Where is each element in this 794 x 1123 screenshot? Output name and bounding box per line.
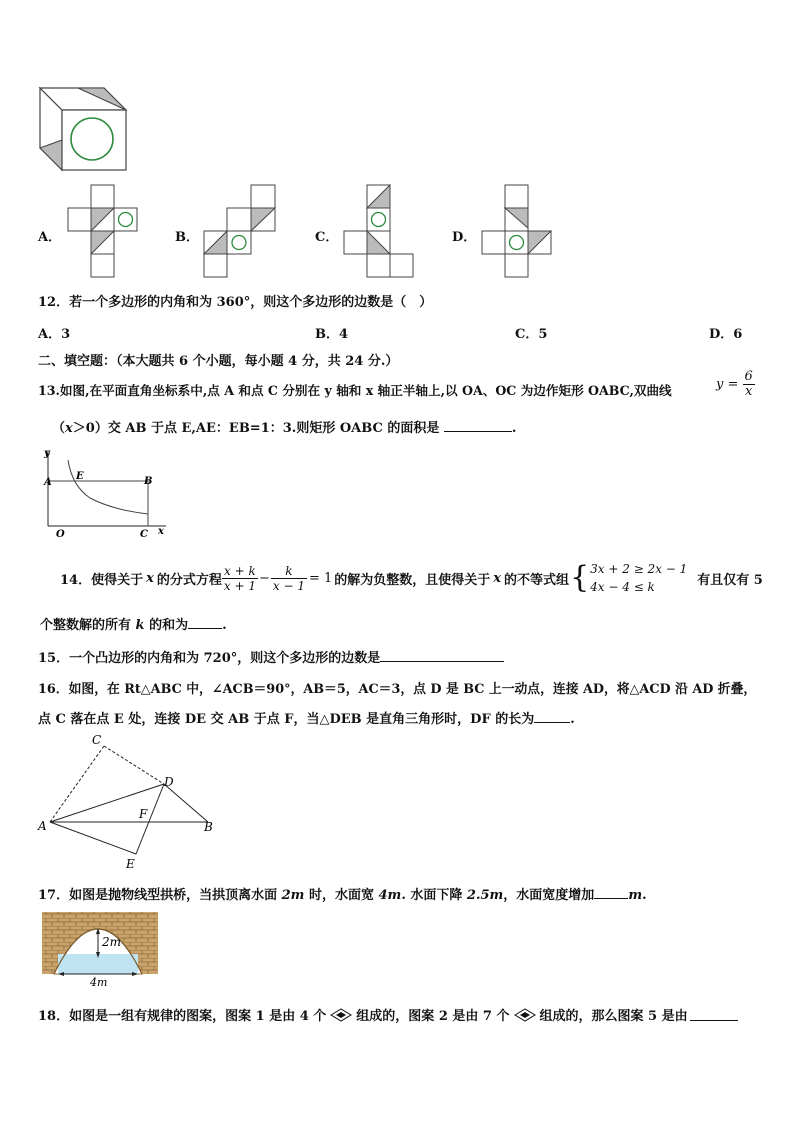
q16-line1: 16．如图，在 Rt△ABC 中，∠ACB＝90°，AB＝5，AC＝3，点 D 是 BC 上一动点，连接 AD，将△ACD 沿 AD 折叠， bbox=[38, 682, 757, 697]
section-title: 二、填空题：（本大题共 6 个小题，每小题 4 分，共 24 分.） bbox=[38, 354, 399, 369]
q14-post: 的解为负整数，且使得关于 bbox=[334, 572, 491, 588]
q17-mid3: ，水面宽度增加 bbox=[503, 888, 595, 903]
net-option-a bbox=[66, 184, 140, 280]
q14-frac1-num: x + k bbox=[222, 564, 258, 579]
net-option-c bbox=[342, 184, 418, 280]
q17-v3: 2.5m bbox=[466, 888, 504, 903]
q11-option-b-label: B． bbox=[175, 230, 199, 245]
q18-mid1: 组成的，图案 2 是由 7 个 bbox=[356, 1009, 510, 1024]
q17-mid2: . 水面下降 bbox=[401, 888, 463, 903]
q14-post2: 的不等式组 bbox=[504, 572, 570, 588]
q11-option-d-label: D． bbox=[452, 230, 477, 245]
q13-y-eq: y = bbox=[716, 377, 739, 392]
q14-frac2-num: k bbox=[271, 564, 307, 579]
q14-answer-blank[interactable] bbox=[188, 616, 222, 629]
q13-line1 bbox=[38, 380, 672, 399]
q14-eq: = 1 bbox=[308, 570, 333, 586]
q14-frac2-den: x − 1 bbox=[272, 578, 305, 593]
q16-fig-e: E bbox=[126, 857, 135, 871]
q16-line2 bbox=[38, 708, 575, 727]
q14-frac1-den: x + 1 bbox=[223, 578, 256, 593]
q13-fig-c: C bbox=[140, 529, 148, 540]
q13-text2: ＞0）交 AB 于点 E,AE：EB=1：3.则矩形 OABC 的面积是 bbox=[72, 421, 440, 436]
q13-fig-a: A bbox=[44, 477, 52, 488]
q14-mid: 的分式方程 bbox=[156, 572, 222, 588]
q17-pre: 17．如图是抛物线型拱桥，当拱顶离水面 bbox=[38, 888, 278, 903]
q15-answer-blank[interactable] bbox=[380, 649, 504, 662]
q17-fig-height: 2m bbox=[102, 935, 122, 949]
q14-ineq1: 3x + 2 ≥ 2x − 1 bbox=[590, 562, 688, 576]
q14-system bbox=[590, 560, 687, 596]
q13-fig-e: E bbox=[76, 471, 84, 482]
q17-answer-blank[interactable] bbox=[594, 886, 628, 899]
q18-pre: 18．如图是一组有规律的图案，图案 1 是由 4 个 bbox=[38, 1009, 327, 1024]
q13-paren: （ bbox=[52, 421, 66, 436]
q13-fig-x: x bbox=[158, 526, 164, 537]
q17-fig-width: 4m bbox=[90, 976, 108, 988]
q14-frac2 bbox=[271, 564, 307, 593]
q18-answer-blank[interactable] bbox=[690, 1008, 738, 1021]
q14-line2 bbox=[40, 614, 227, 633]
q11-option-a-label: A． bbox=[38, 230, 62, 245]
net-option-d bbox=[480, 184, 556, 280]
q16-end: . bbox=[570, 712, 575, 727]
q17-end: . bbox=[642, 888, 647, 903]
q16-answer-blank[interactable] bbox=[534, 710, 570, 723]
q14-x: x bbox=[146, 570, 154, 586]
q16-fig-f: F bbox=[139, 807, 148, 821]
q14-frac1 bbox=[222, 564, 258, 593]
q14-ineq2: 4x − 4 ≤ k bbox=[590, 580, 655, 594]
q16-figure bbox=[36, 732, 216, 872]
q12-option-d: D．6 bbox=[709, 327, 743, 342]
q14-end: . bbox=[222, 618, 227, 633]
q16-text2: 点 C 落在点 E 处，连接 DE 交 AB 于点 F，当△DEB 是直角三角形时，DF 的长为 bbox=[38, 712, 535, 727]
q17-v1: 2m bbox=[281, 888, 305, 903]
q18-line bbox=[38, 1005, 738, 1024]
q15-line bbox=[38, 647, 504, 666]
q13-end: . bbox=[511, 421, 517, 436]
q13-line2 bbox=[52, 417, 516, 436]
q13-x: x bbox=[65, 421, 73, 436]
q14-minus: − bbox=[258, 570, 270, 586]
net-option-b bbox=[202, 184, 280, 280]
q16-fig-b: B bbox=[204, 820, 213, 834]
q13-hyperbola bbox=[716, 370, 755, 399]
q12-option-b: B．4 bbox=[315, 327, 349, 342]
diamond-tile-icon-2 bbox=[514, 1008, 536, 1022]
q13-fig-b: B bbox=[144, 476, 153, 487]
q13-frac-num: 6 bbox=[744, 369, 753, 384]
q13-answer-blank[interactable] bbox=[444, 419, 512, 432]
q14-x2: x bbox=[493, 570, 502, 586]
q14-pre: 14．使得关于 bbox=[60, 572, 144, 588]
q16-fig-d: D bbox=[164, 775, 174, 789]
q12-option-a: A．3 bbox=[38, 327, 71, 342]
q14-line1 bbox=[60, 560, 763, 596]
q14-line2-pre: 个整数解的所有 bbox=[40, 618, 132, 633]
q17-v2: 4m bbox=[378, 888, 402, 903]
q17-arch-bridge-figure bbox=[40, 910, 160, 988]
q14-brace: { bbox=[570, 560, 590, 595]
q11-option-c-label: C． bbox=[315, 230, 339, 245]
q13-text: 13.如图,在平面直角坐标系中,点 A 和点 C 分别在 y 轴和 x 轴正半轴上,以 OA、OC 为边作矩形 OABC,双曲线 bbox=[38, 383, 672, 398]
q16-fig-c: C bbox=[92, 733, 102, 747]
q17-mid1: 时，水面宽 bbox=[308, 888, 374, 903]
q12-option-c: C．5 bbox=[515, 327, 548, 342]
diamond-tile-icon bbox=[330, 1008, 352, 1022]
q13-fig-o: O bbox=[56, 529, 65, 540]
cube-figure bbox=[38, 84, 130, 174]
q16-fig-a: A bbox=[38, 819, 47, 833]
q17-unit: m bbox=[628, 888, 643, 903]
q14-tail: 有且仅有 5 bbox=[697, 572, 763, 588]
q17-line bbox=[38, 884, 647, 903]
q14-line2-post: 的和为 bbox=[149, 618, 189, 633]
q12-stem: 12．若一个多边形的内角和为 360°，则这个多边形的边数是（ ） bbox=[38, 295, 433, 310]
q13-figure bbox=[38, 446, 170, 542]
q15-text: 15．一个凸边形的内角和为 720°，则这个多边形的边数是 bbox=[38, 651, 381, 666]
q14-k: k bbox=[135, 618, 145, 633]
q13-fig-y: y bbox=[44, 448, 50, 459]
q13-fraction bbox=[743, 370, 755, 399]
q18-mid2: 组成的，那么图案 5 是由 bbox=[539, 1009, 688, 1024]
q13-frac-den: x bbox=[744, 384, 753, 399]
